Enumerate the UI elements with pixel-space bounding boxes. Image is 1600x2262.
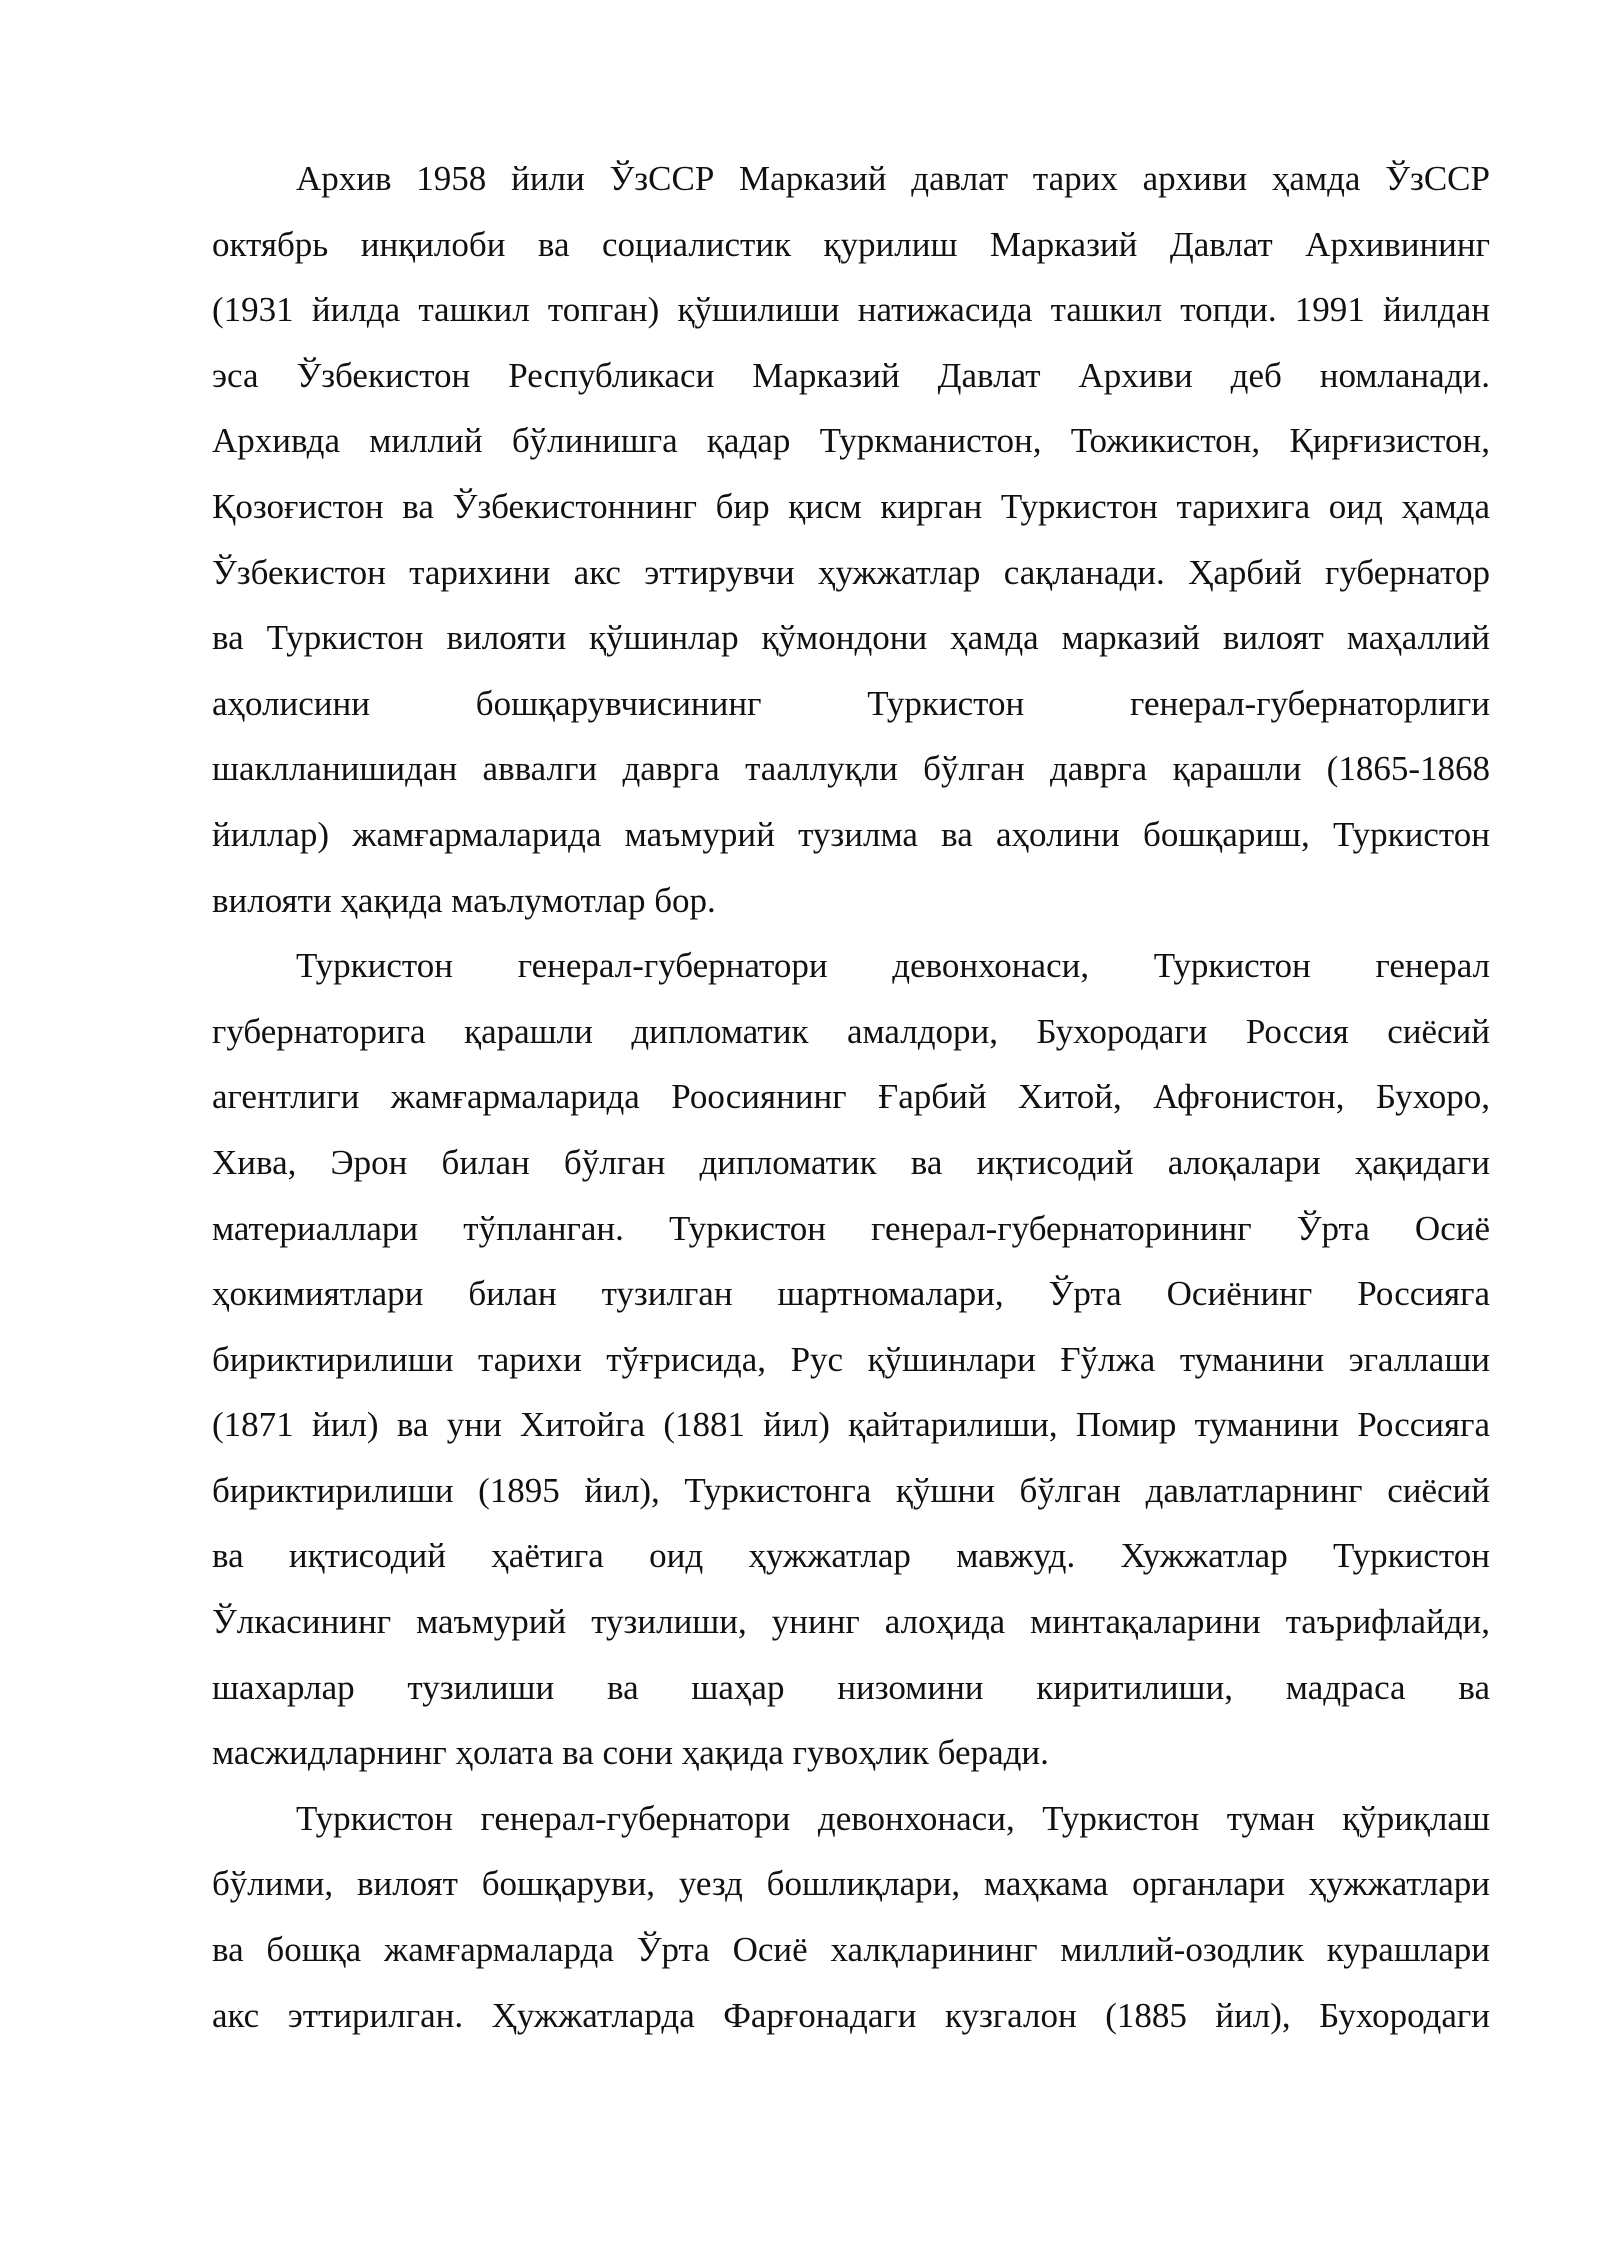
text-line: вилояти ҳақида маълумотлар бор.: [212, 880, 716, 920]
text-line: Ўлкасининг маъмурий тузилиши, унинг алоҳида минтақаларини таърифлайди,: [212, 1602, 1490, 1642]
text-line: ҳокимиятлари билан тузилган шартномалари, Ўрта Осиёнинг Россияга: [212, 1274, 1490, 1314]
text-line: (1871 йил) ва уни Хитойга (1881 йил) қайтарилиши, Помир туманини Россияга: [212, 1405, 1490, 1445]
text-line: йиллар) жамғармаларида маъмурий тузилма ва аҳолини бошқариш, Туркистон: [212, 814, 1490, 854]
text-line: эса Ўзбекистон Республикаси Марказий Давлат Архиви деб номланади.: [212, 355, 1490, 395]
text-line: акс эттирилган. Ҳужжатларда Фарғонадаги кузгалон (1885 йил), Бухородаги: [212, 1995, 1490, 2035]
document-body: [212, 146, 1490, 2048]
text-line: шахарлар тузилиши ва шаҳар низомини киритилиши, мадраса ва: [212, 1667, 1490, 1707]
text-line: бўлими, вилоят бошқаруви, уезд бошлиқлари, маҳкама органлари ҳужжатлари: [212, 1864, 1490, 1904]
text-line: (1931 йилда ташкил топган) қўшилиши натижасида ташкил топди. 1991 йилдан: [212, 290, 1490, 330]
text-line: ва иқтисодий ҳаётига оид ҳужжатлар мавжуд. Хужжатлар Туркистон: [212, 1536, 1490, 1576]
text-line: Хива, Эрон билан бўлган дипломатик ва иқтисодий алоқалари ҳақидаги: [212, 1142, 1490, 1182]
text-line: агентлиги жамғармаларида Роосиянинг Ғарбий Хитой, Афғонистон, Бухоро,: [212, 1077, 1490, 1117]
text-line: Қозоғистон ва Ўзбекистоннинг бир қисм кирган Туркистон тарихига оид ҳамда: [212, 486, 1490, 526]
text-line: бириктирилиши (1895 йил), Туркистонга қўшни бўлган давлатларнинг сиёсий: [212, 1470, 1490, 1510]
text-line: ва бошқа жамғармаларда Ўрта Осиё халқларининг миллий-озодлик курашлари: [212, 1930, 1490, 1970]
text-line: Ўзбекистон тарихини акс эттирувчи ҳужжатлар сақланади. Ҳарбий губернатор: [212, 552, 1490, 592]
text-line: губернаторига қарашли дипломатик амалдори, Бухородаги Россия сиёсий: [212, 1011, 1490, 1051]
text-line: бириктирилиши тарихи тўғрисида, Рус қўшинлари Ғўлжа туманини эгаллаши: [212, 1339, 1490, 1379]
text-line: ва Туркистон вилояти қўшинлар қўмондони ҳамда марказий вилоят маҳаллий: [212, 618, 1490, 658]
paragraph-first-line: Туркистон генерал-губернатори девонхонаси, Туркистон туман қўриқлаш: [296, 1798, 1490, 1838]
text-line: аҳолисини бошқарувчисининг Туркистон генерал-губернаторлиги: [212, 683, 1490, 723]
paragraph-first-line: Туркистон генерал-губернатори девонхонаси, Туркистон генерал: [296, 946, 1490, 986]
text-line: Архивда миллий бўлинишга қадар Туркманистон, Тожикистон, Қирғизистон,: [212, 421, 1490, 461]
paragraph-first-line: Архив 1958 йили ЎзССР Марказий давлат тарих архиви ҳамда ЎзССР: [296, 159, 1490, 198]
text-line: материаллари тўпланган. Туркистон генерал-губернаторининг Ўрта Осиё: [212, 1208, 1490, 1248]
text-line: шаклланишидан аввалги даврга тааллуқли бўлган даврга қарашли (1865-1868: [212, 749, 1490, 789]
text-line: октябрь инқилоби ва социалистик қурилиш Марказий Давлат Архивининг: [212, 224, 1490, 264]
text-line: масжидларнинг ҳолата ва сони ҳақида гувоҳлик беради.: [212, 1733, 1049, 1773]
